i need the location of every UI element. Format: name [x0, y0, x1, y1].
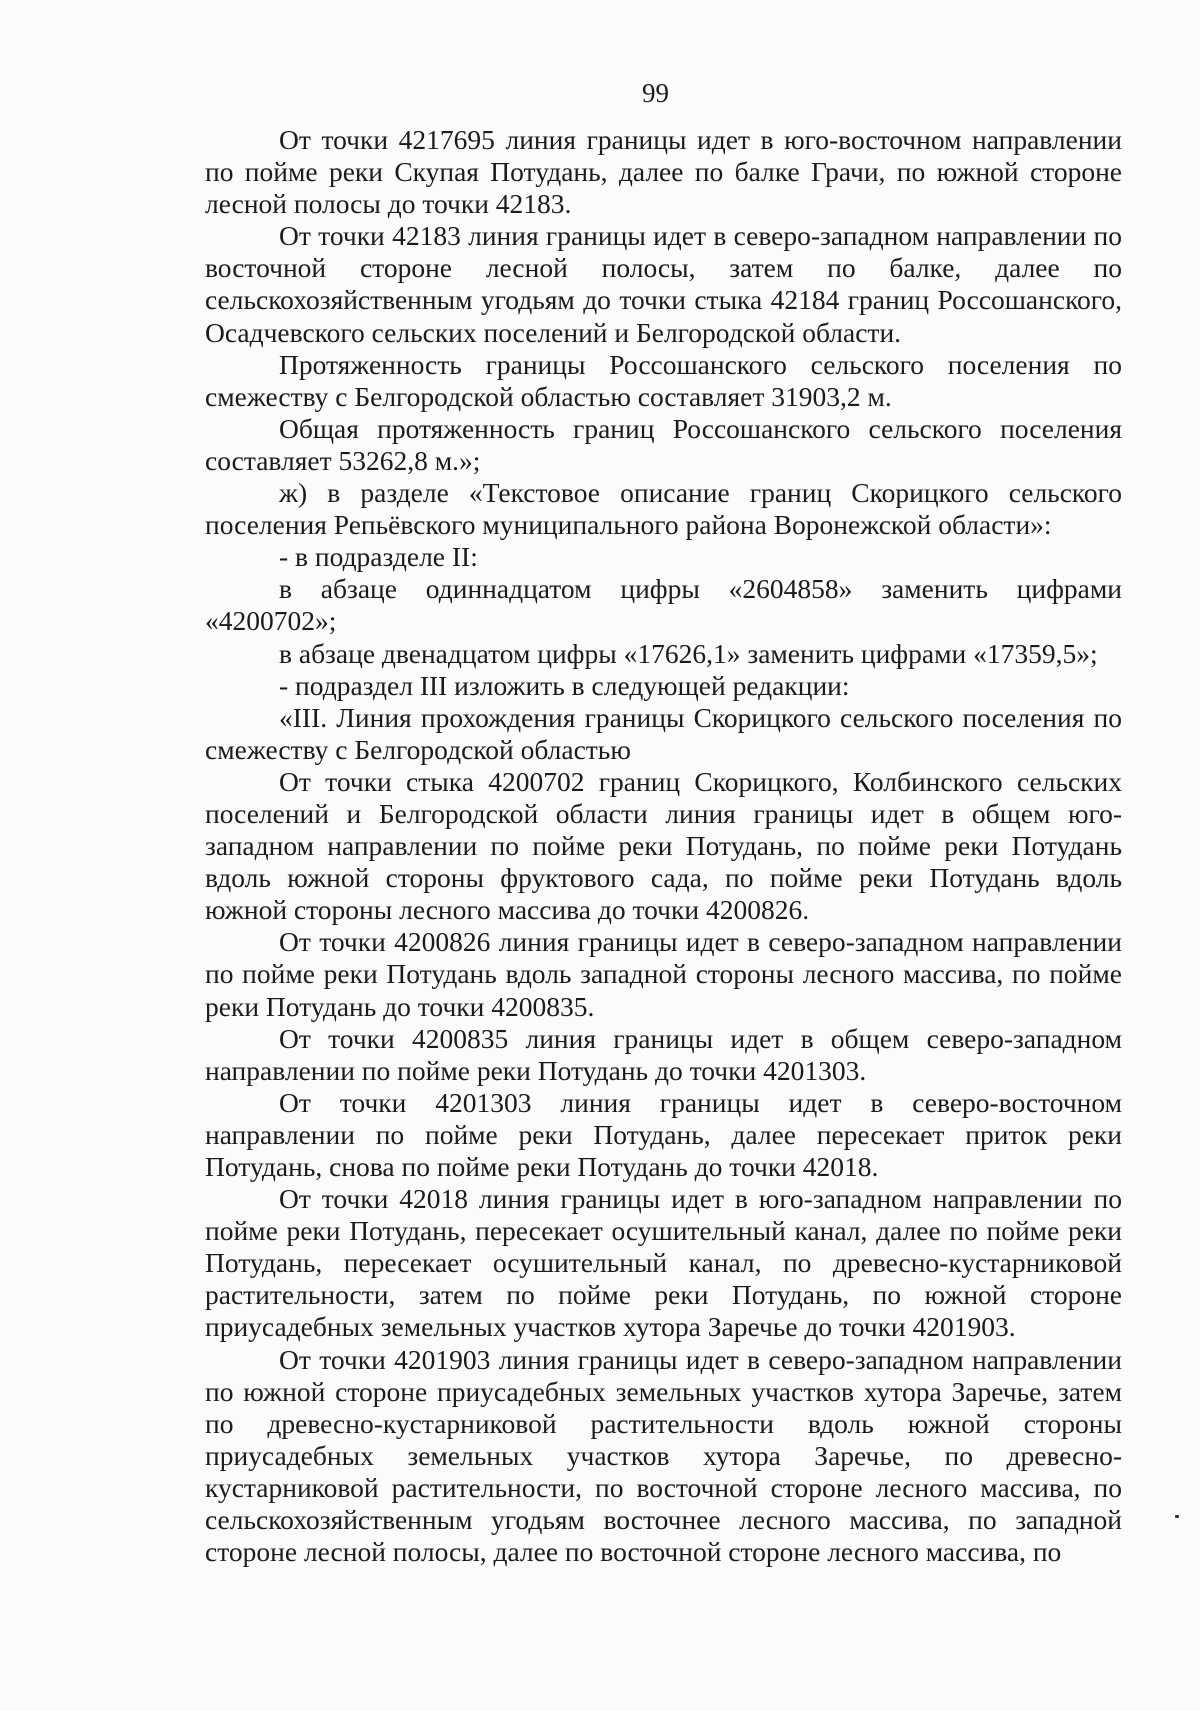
paragraph: От точки стыка 4200702 границ Скорицкого, Колбинского сельских поселений и Белгородской области линия границы идет в общем юго-западном направлении по пойме реки Потудань, по пойме реки Потудань вдоль южной стороны фруктового сада, по пойме реки Потудань вдоль южной стороны лесного массива до точки 4200826. [205, 765, 1122, 926]
paragraph: От точки 4201903 линия границы идет в северо-западном направлении по южной стороне приусадебных земельных участков хутора Заречье, затем по древесно-кустарниковой растительности вдоль южной стороны приусадебных земельных участков хутора Заречье, по древесно-кустарниковой растительности, по восточной стороне лесного массива, по сельскохозяйственным угодьям восточнее лесного массива, по западной стороне лесной полосы, далее по восточной стороне лесного массива, по [205, 1343, 1122, 1568]
paragraph: От точки 4200835 линия границы идет в общем северо-западном направлении по пойме реки Потудань до точки 4201303. [205, 1022, 1122, 1086]
section-heading: «III. Линия прохождения границы Скорицкого сельского поселения по смежеству с Белгородской областью [205, 701, 1122, 765]
document-body [205, 124, 1122, 1568]
paragraph: От точки 4200826 линия границы идет в северо-западном направлении по пойме реки Потудань вдоль западной стороны лесного массива, по пойме реки Потудань до точки 4200835. [205, 926, 1122, 1022]
paragraph: Протяженность границы Россошанского сельского поселения по смежеству с Белгородской областью составляет 31903,2 м. [205, 348, 1122, 412]
paragraph: ж) в разделе «Текстовое описание границ Скорицкого сельского поселения Репьёвского муниципального района Воронежской области»: [205, 477, 1122, 541]
paragraph: в абзаце двенадцатом цифры «17626,1» заменить цифрами «17359,5»; [279, 637, 1098, 669]
paragraph: От точки 4201303 линия границы идет в северо-восточном направлении по пойме реки Потудань, далее пересекает приток реки Потудань, снова по пойме реки Потудань до точки 42018. [205, 1086, 1122, 1182]
scan-speck [1175, 1515, 1179, 1518]
paragraph: - в подразделе II: [279, 541, 478, 573]
paragraph: От точки 4217695 линия границы идет в юго-восточном направлении по пойме реки Скупая Потудань, далее по балке Грачи, по южной стороне лесной полосы до точки 42183. [205, 124, 1122, 220]
paragraph: От точки 42018 линия границы идет в юго-западном направлении по пойме реки Потудань, пересекает осушительный канал, далее по пойме реки Потудань, пересекает осушительный канал, по древесно-кустарниковой растительности, затем по пойме реки Потудань, по южной стороне приусадебных земельных участков хутора Заречье до точки 4201903. [205, 1183, 1122, 1343]
paragraph: От точки 42183 линия границы идет в северо-западном направлении по восточной стороне лесной полосы, затем по балке, далее по сельскохозяйственным угодьям до точки стыка 42184 границ Россошанского, Осадчевского сельских поселений и Белгородской области. [205, 220, 1122, 348]
page-number: 99 [642, 78, 669, 108]
paragraph: Общая протяженность границ Россошанского сельского поселения составляет 53262,8 м.»; [205, 412, 1122, 476]
paragraph: в абзаце одиннадцатом цифры «2604858» заменить цифрами «4200702»; [205, 573, 1122, 637]
paragraph: - подраздел III изложить в следующей редакции: [279, 669, 850, 701]
